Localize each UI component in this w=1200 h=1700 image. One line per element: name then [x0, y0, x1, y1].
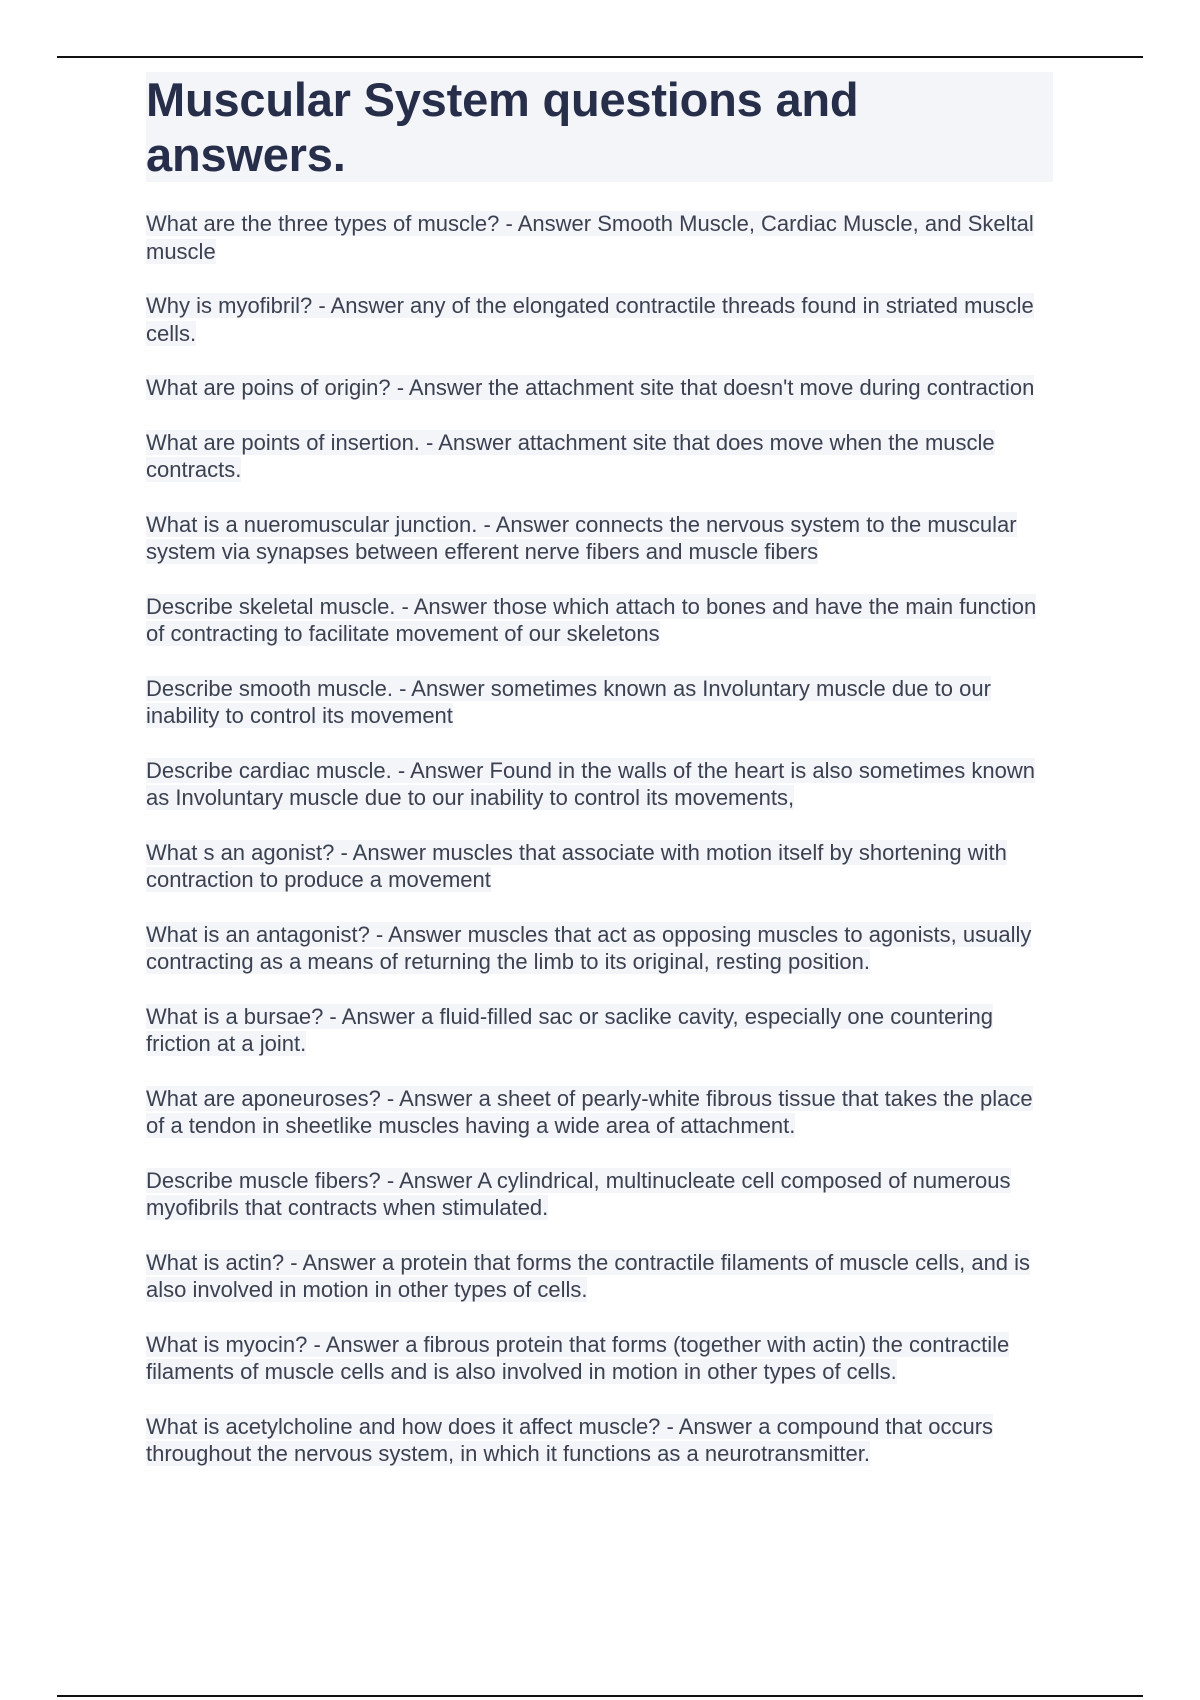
qa-item: What are poins of origin? - Answer the attachment site that doesn't move during contraction	[146, 375, 1035, 400]
qa-item: What is a bursae? - Answer a fluid-filled sac or saclike cavity, especially one countering friction at a joint.	[146, 1003, 993, 1056]
qa-item: What is an antagonist? - Answer muscles that act as opposing muscles to agonists, usually contracting as a means of returning the limb to its original, resting position.	[146, 921, 1032, 974]
qa-item: Describe smooth muscle. - Answer sometimes known as Involuntary muscle due to our inability to control its movement	[146, 675, 991, 728]
qa-item: What is a nueromuscular junction. - Answer connects the nervous system to the muscular system via synapses between efferent nerve fibers and muscle fibers	[146, 511, 1017, 564]
bottom-rule	[57, 1695, 1143, 1697]
document-body	[146, 72, 1053, 1495]
qa-item: Describe skeletal muscle. - Answer those which attach to bones and have the main function of contracting to facilitate movement of our skeletons	[146, 593, 1037, 646]
qa-item: What are the three types of muscle? - Answer Smooth Muscle, Cardiac Muscle, and Skeltal muscle	[146, 211, 1034, 264]
qa-item: What are points of insertion. - Answer attachment site that does move when the muscle contracts.	[146, 429, 995, 482]
document-title: Muscular System questions and answers.	[146, 72, 1053, 182]
qa-item: What is acetylcholine and how does it affect muscle? - Answer a compound that occurs throughout the nervous system, in which it functions as a neurotransmitter.	[146, 1413, 994, 1466]
qa-item: What s an agonist? - Answer muscles that associate with motion itself by shortening with contraction to produce a movement	[146, 839, 1007, 892]
qa-item: What are aponeuroses? - Answer a sheet of pearly-white fibrous tissue that takes the place of a tendon in sheetlike muscles having a wide area of attachment.	[146, 1085, 1033, 1138]
qa-item: Describe cardiac muscle. - Answer Found in the walls of the heart is also sometimes known as Involuntary muscle due to our inability to control its movements,	[146, 757, 1035, 810]
qa-item: Why is myofibril? - Answer any of the elongated contractile threads found in striated muscle cells.	[146, 293, 1034, 346]
top-rule	[57, 56, 1143, 58]
qa-item: What is actin? - Answer a protein that forms the contractile filaments of muscle cells, and is also involved in motion in other types of cells.	[146, 1249, 1031, 1302]
qa-item: Describe muscle fibers? - Answer A cylindrical, multinucleate cell composed of numerous myofibrils that contracts when stimulated.	[146, 1167, 1011, 1220]
qa-item: What is myocin? - Answer a fibrous protein that forms (together with actin) the contractile filaments of muscle cells and is also involved in motion in other types of cells.	[146, 1331, 1010, 1384]
